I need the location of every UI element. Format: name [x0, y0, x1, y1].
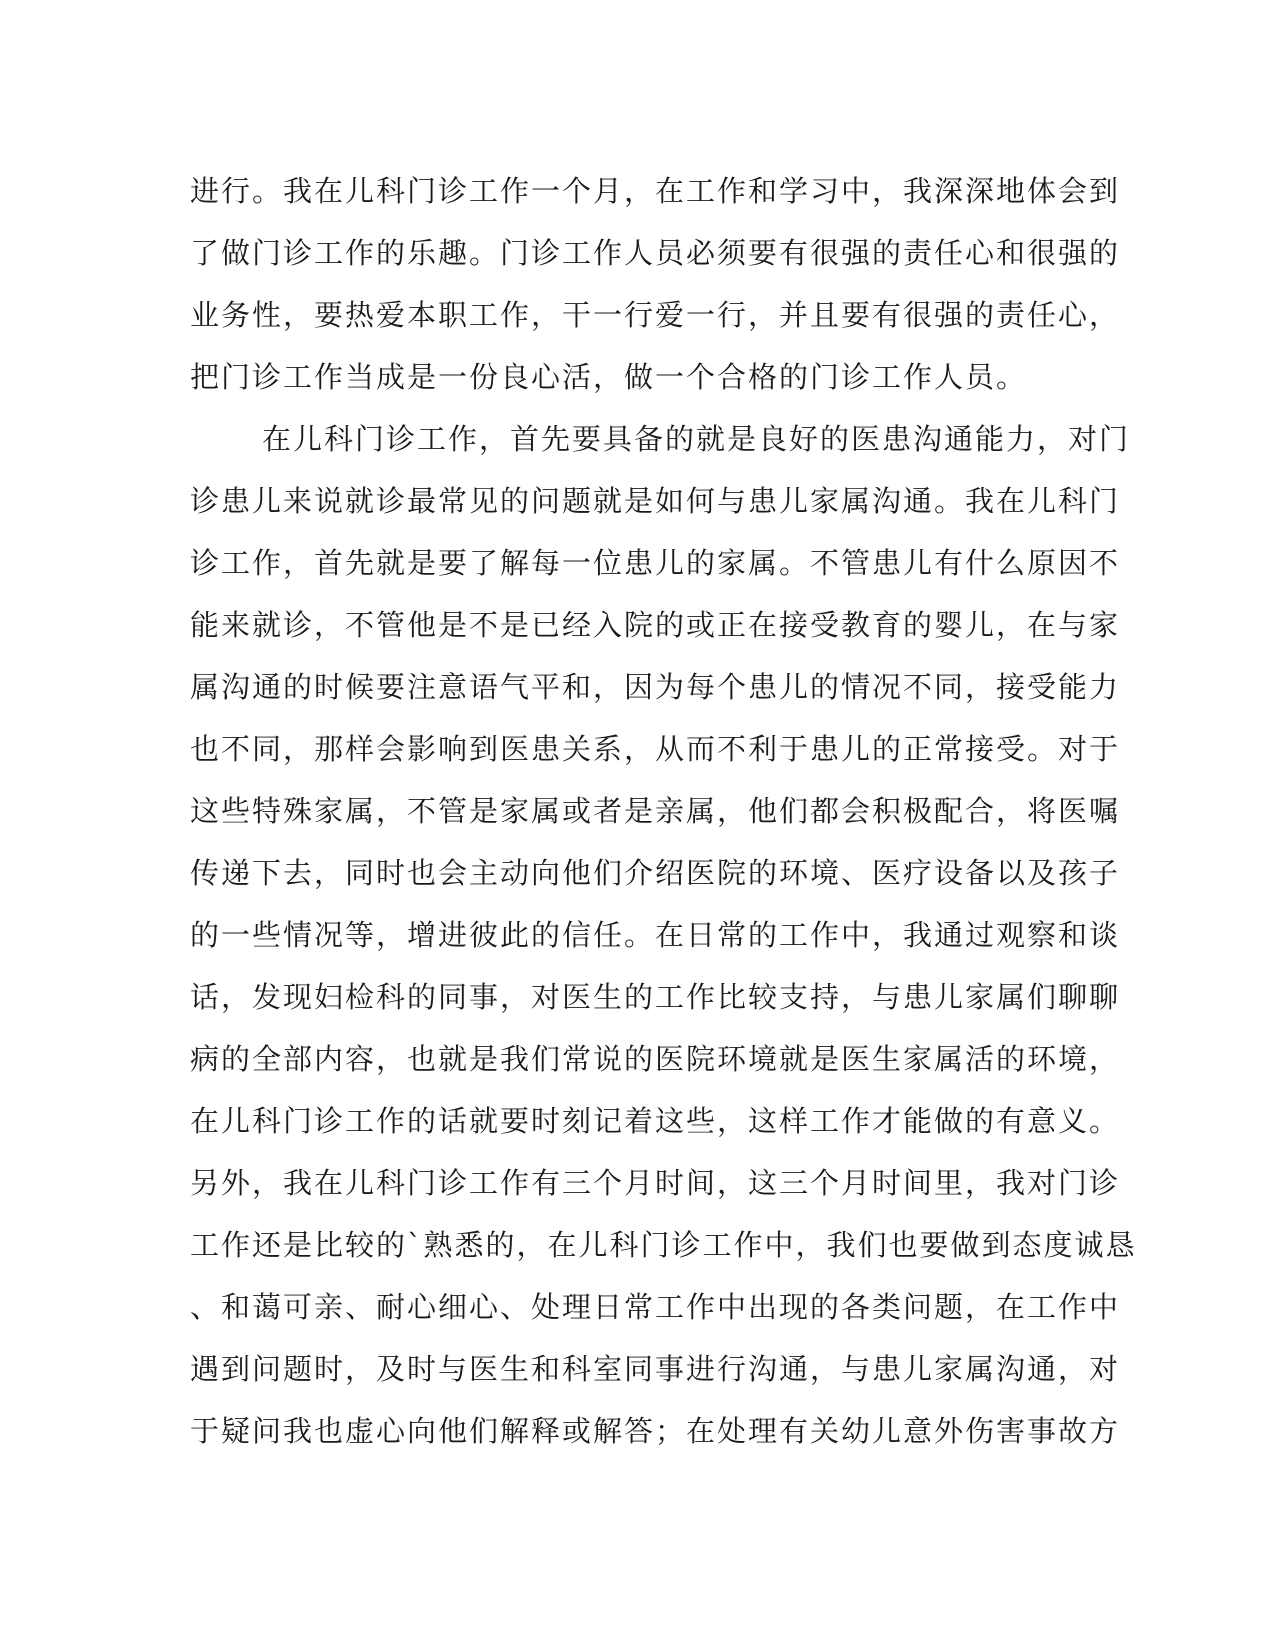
text-line: 工作还是比较的`熟悉的，在儿科门诊工作中，我们也要做到态度诚恳: [190, 1228, 1137, 1262]
paragraph-1: [190, 160, 1121, 408]
paragraph-2: [190, 408, 1137, 1462]
text-line: 话，发现妇检科的同事，对医生的工作比较支持，与患儿家属们聊聊: [190, 980, 1121, 1014]
text-line: 这些特殊家属，不管是家属或者是亲属，他们都会积极配合，将医嘱: [190, 794, 1121, 828]
text-line: 在儿科门诊工作的话就要时刻记着这些，这样工作才能做的有意义。: [190, 1104, 1121, 1138]
text-line: 的一些情况等，增进彼此的信任。在日常的工作中，我通过观察和谈: [190, 918, 1121, 952]
text-line: 另外，我在儿科门诊工作有三个月时间，这三个月时间里，我对门诊: [190, 1166, 1121, 1200]
text-line: 能来就诊，不管他是不是已经入院的或正在接受教育的婴儿，在与家: [190, 608, 1121, 642]
text-line: 、和蔼可亲、耐心细心、处理日常工作中出现的各类问题，在工作中: [190, 1290, 1121, 1324]
text-line: 业务性，要热爱本职工作，干一行爱一行，并且要有很强的责任心，: [190, 298, 1121, 332]
text-line: 也不同，那样会影响到医患关系，从而不利于患儿的正常接受。对于: [190, 732, 1121, 766]
text-line: 遇到问题时，及时与医生和科室同事进行沟通，与患儿家属沟通，对: [190, 1352, 1121, 1386]
body-text: [190, 160, 1137, 1462]
text-line: 进行。我在儿科门诊工作一个月，在工作和学习中，我深深地体会到: [190, 174, 1121, 208]
text-line: 诊工作，首先就是要了解每一位患儿的家属。不管患儿有什么原因不: [190, 546, 1121, 580]
text-line: 诊患儿来说就诊最常见的问题就是如何与患儿家属沟通。我在儿科门: [190, 484, 1121, 518]
text-line: 于疑问我也虚心向他们解释或解答；在处理有关幼儿意外伤害事故方: [190, 1414, 1121, 1448]
text-line: 了做门诊工作的乐趣。门诊工作人员必须要有很强的责任心和很强的: [190, 236, 1121, 270]
text-line: 把门诊工作当成是一份良心活，做一个合格的门诊工作人员。: [190, 360, 1028, 394]
text-line: 病的全部内容，也就是我们常说的医院环境就是医生家属活的环境，: [190, 1042, 1121, 1076]
text-line: 传递下去，同时也会主动向他们介绍医院的环境、医疗设备以及孩子: [190, 856, 1121, 890]
text-line: 属沟通的时候要注意语气平和，因为每个患儿的情况不同，接受能力: [190, 670, 1121, 704]
text-line: 在儿科门诊工作，首先要具备的就是良好的医患沟通能力，对门: [262, 422, 1131, 456]
